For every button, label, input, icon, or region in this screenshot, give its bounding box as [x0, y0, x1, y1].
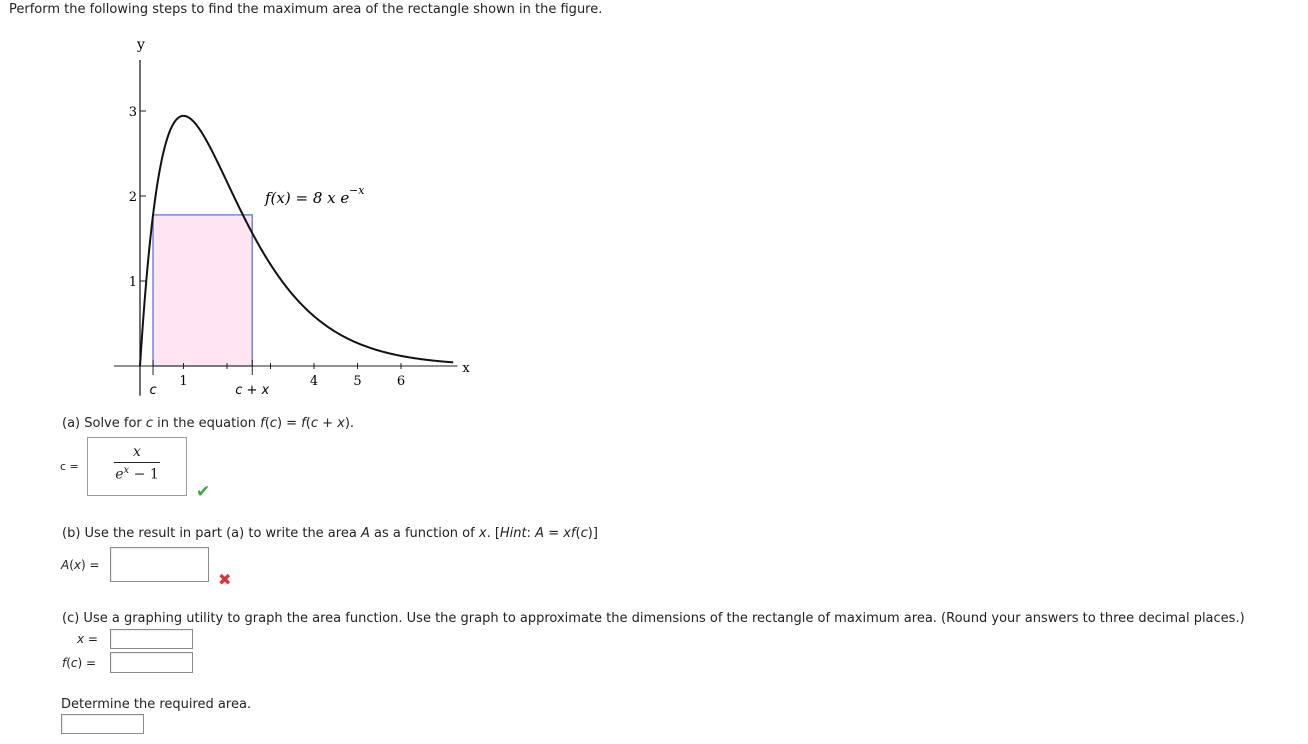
c-label: c: [149, 383, 157, 398]
function-graph: [100, 30, 480, 410]
y-axis-label: y: [137, 37, 145, 53]
y-tick-label: 3: [128, 105, 137, 120]
function-label: f(x) = 8 x e: [265, 189, 350, 207]
part-a-answer-box[interactable]: [87, 437, 187, 496]
x-tick-label: 6: [396, 374, 406, 389]
part-b-prompt: (b) Use the result in part (a) to write the area A as a function of x. [Hint: A = xf(c)]: [62, 526, 598, 541]
x-tick-label: 5: [353, 374, 362, 389]
correct-check-icon: ✔: [196, 482, 211, 502]
fraction-denominator: [88, 465, 186, 483]
denominator-base: e: [115, 466, 124, 483]
inscribed-rectangle: [153, 215, 252, 366]
problem-intro: Perform the following steps to find the maximum area of the rectangle shown in the figure.: [9, 2, 603, 17]
area-input[interactable]: [61, 714, 144, 734]
incorrect-x-icon: ✖: [218, 570, 232, 589]
fraction-bar: [114, 462, 160, 463]
x-dimension-input[interactable]: [110, 629, 193, 649]
denominator-rest: − 1: [129, 466, 159, 483]
x-tick-label: 1: [179, 374, 188, 389]
denominator-exponent: x: [123, 465, 130, 476]
fraction-numerator: x: [133, 444, 141, 460]
x-axis-label: x: [462, 361, 470, 376]
fc-dimension-input[interactable]: [110, 652, 193, 673]
y-tick-label: 1: [128, 275, 137, 290]
function-label-exponent: −x: [349, 184, 365, 197]
part-b-answer-label: A(x) =: [61, 558, 100, 572]
x-answer-label: x =: [77, 632, 98, 646]
x-tick-label: 4: [309, 374, 319, 389]
part-c-prompt: (c) Use a graphing utility to graph the area function. Use the graph to approximate the dimensions of the rectangle of maximum area. (Round your answers to three decimal places.): [62, 611, 1245, 626]
area-function-input[interactable]: [110, 547, 209, 582]
part-a-answer-label: c =: [60, 460, 79, 473]
part-a-answer-fraction: [88, 444, 186, 483]
area-prompt: Determine the required area.: [61, 697, 252, 712]
y-tick-label: 2: [128, 190, 137, 205]
c-plus-x-label: c + x: [235, 383, 270, 398]
fc-answer-label: f(c) =: [62, 656, 97, 670]
part-a-prompt: (a) Solve for c in the equation f(c) = f(c + x).: [62, 416, 355, 431]
